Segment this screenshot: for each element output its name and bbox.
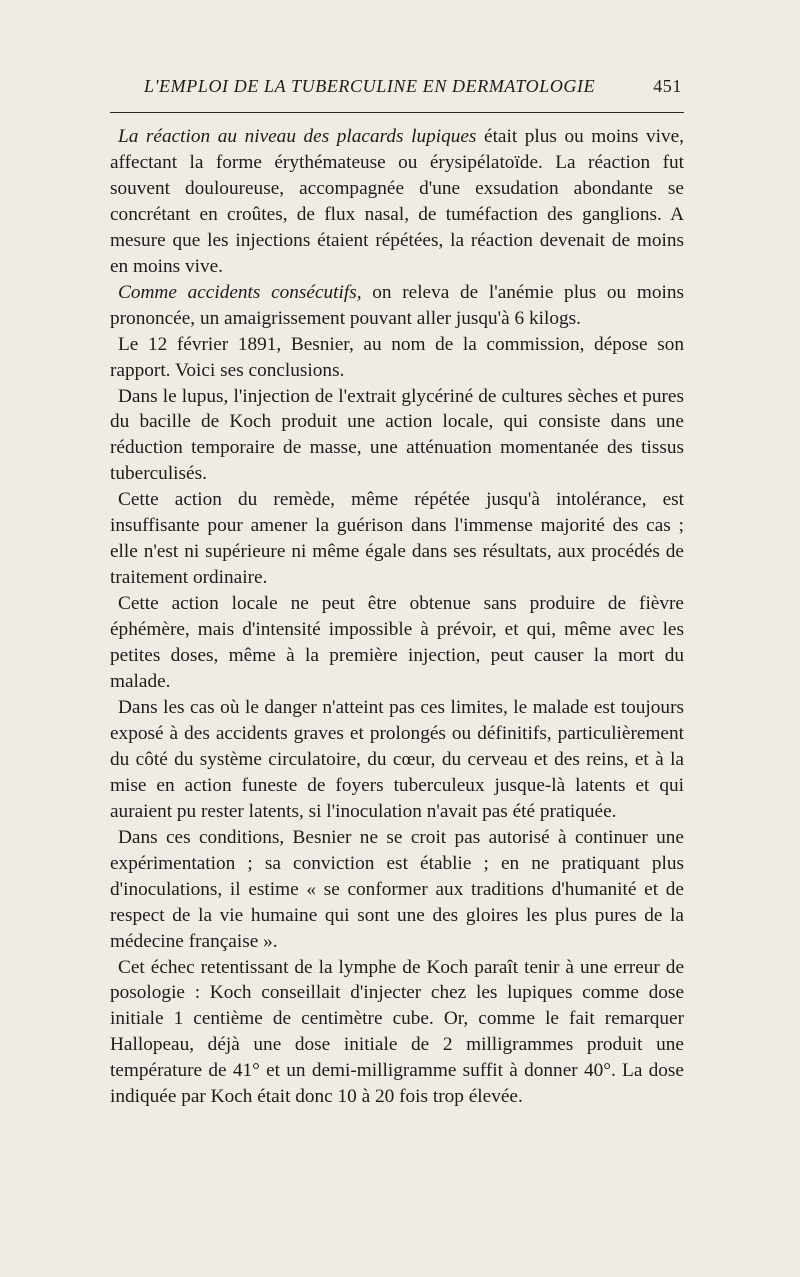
- paragraph-text: Cet échec retentissant de la lymphe de Koch paraît tenir à une erreur de posologie : Koch conseillait d'injecter chez les lupiques comme dose initiale 1 centième de centimètre cube. Or, comme le fait remarquer Hallopeau, déjà une dose initiale de 2 milligrammes produit une température de 41° et un demi-milligramme suffit à donner 40°. La dose indiquée par Koch était donc 10 à 20 fois trop élevée.: [110, 956, 684, 1108]
- paragraph: [110, 487, 684, 591]
- body-text: [110, 124, 684, 1110]
- paragraph-text: Cette action locale ne peut être obtenue sans produire de fièvre éphémère, mais d'intensité impossible à prévoir, et qui, même avec les petites doses, même à la première injection, peut causer la mort du malade.: [110, 593, 684, 693]
- paragraph: [110, 384, 684, 488]
- paragraph: [110, 591, 684, 695]
- header-rule: [110, 112, 684, 113]
- paragraph-text: Cette action du remède, même répétée jusqu'à intolérance, est insuffisante pour amener la guérison dans l'immense majorité des cas ; elle n'est ni supérieure ni même égale dans ses résultats, aux procédés de traitement ordinaire.: [110, 489, 684, 589]
- paragraph-text: Dans les cas où le danger n'atteint pas ces limites, le malade est toujours exposé à des accidents graves et prolongés ou définitifs, particulièrement du côté du système circulatoire, du cœur, du cerveau et des reins, et à la mise en action funeste de foyers tuberculeux jusque-là latents et qui auraient pu rester latents, si l'inoculation n'avait pas été pratiquée.: [110, 696, 684, 822]
- paragraph: [110, 955, 684, 1111]
- paragraph-lead-italic: Comme accidents consécutifs,: [118, 281, 362, 303]
- running-title: L'EMPLOI DE LA TUBERCULINE EN DERMATOLOGIE: [144, 76, 596, 96]
- paragraph: [110, 695, 684, 825]
- paragraph-lead-italic: La réaction au niveau des placards lupiques: [118, 126, 477, 147]
- paragraph: [110, 124, 684, 280]
- paragraph: [110, 332, 684, 384]
- paragraph-text: on releva de l'anémie plus ou moins prononcée, un amaigrissement pouvant aller jusqu'à 6 kilogs.: [110, 281, 684, 329]
- paragraph-text: Dans ces conditions, Besnier ne se croit pas autorisé à continuer une expérimentation ; sa conviction est établie ; en ne pratiquant plus d'inoculations, il estime « se conformer aux traditions d'humanité et de respect de la vie humaine qui sont une des gloires les plus pures de la médecine française ».: [110, 826, 684, 952]
- paragraph-text: était plus ou moins vive, affectant la forme érythémateuse ou érysipélatoïde. La réaction fut souvent douloureuse, accompagnée d'une exsudation abondante se concrétant en croûtes, de flux nasal, de tuméfaction des ganglions. A mesure que les injections étaient répétées, la réaction devenait de moins en moins vive.: [110, 126, 684, 277]
- page-number: 451: [653, 76, 682, 96]
- paragraph: [110, 825, 684, 955]
- paragraph-text: Dans le lupus, l'injection de l'extrait glycériné de cultures sèches et pures du bacille de Koch produit une action locale, qui consiste dans une réduction temporaire de masse, une atténuation momentanée des tissus tuberculisés.: [110, 385, 684, 485]
- paragraph: [110, 280, 684, 332]
- paragraph-text: Le 12 février 1891, Besnier, au nom de la commission, dépose son rapport. Voici ses conclusions.: [110, 333, 684, 381]
